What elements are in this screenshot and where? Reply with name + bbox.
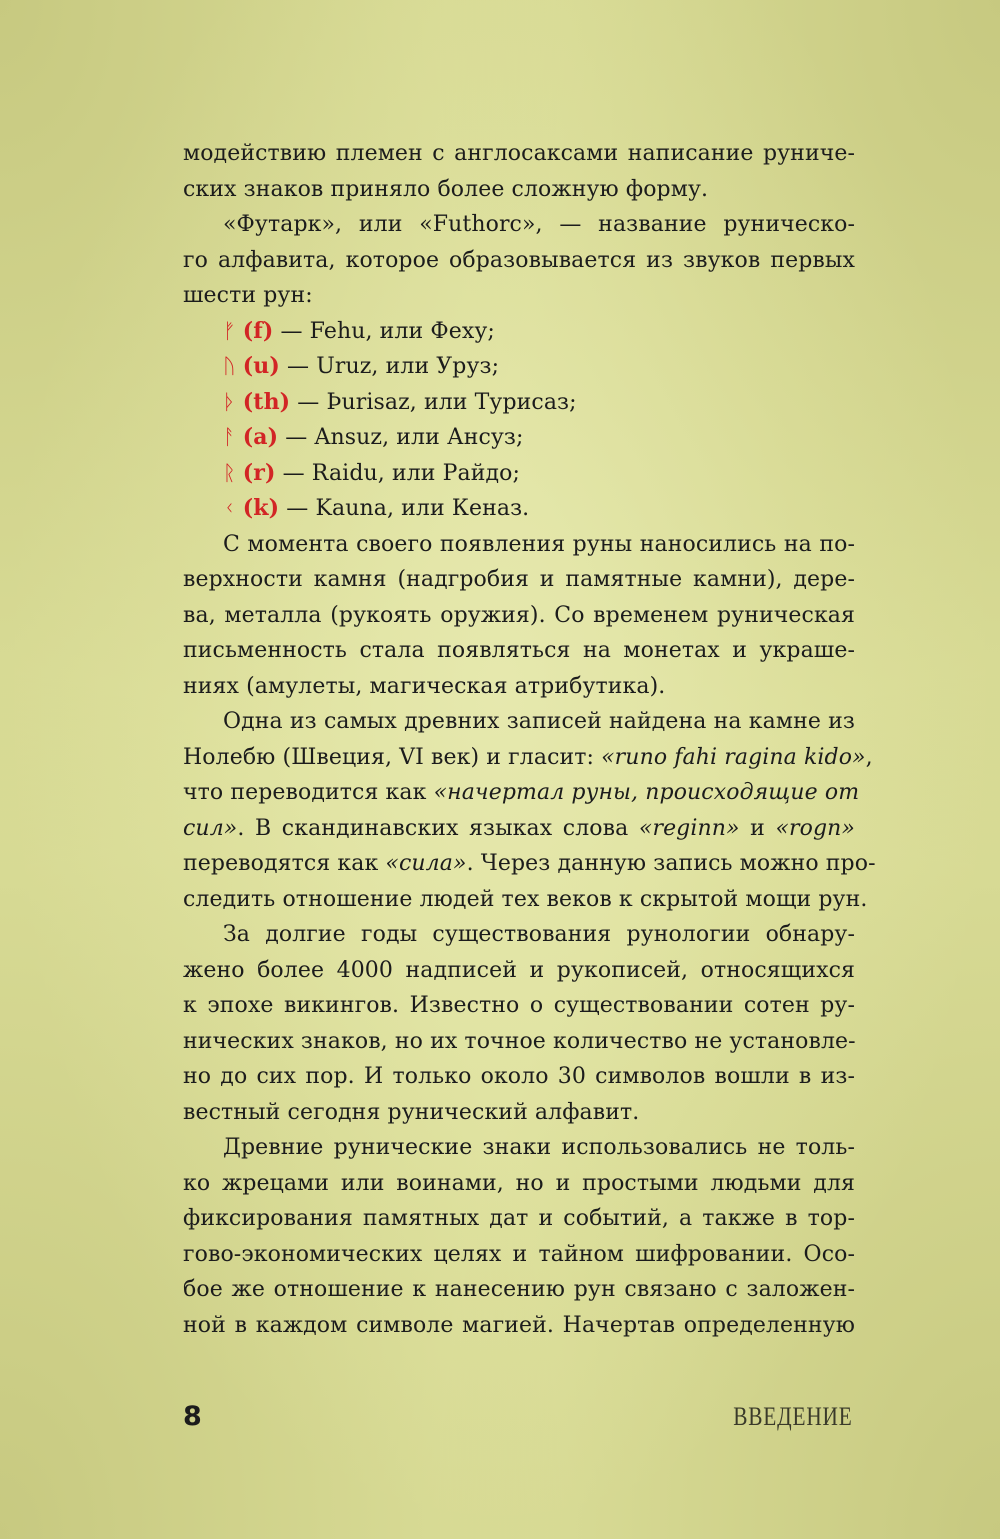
text-line: бое же отношение к нанесению рун связано с заложен- [183,1277,855,1302]
rune-thurisaz-icon: ᚦ [223,389,236,414]
text-line [183,811,855,847]
text-line: го алфавита, которое образовывается из звуков первых [183,247,855,273]
text-line: гово-экономических целях и тайном шифровании. Осо- [183,1241,855,1267]
text-line: ниях (амулеты, магическая атрибутика). [183,673,666,699]
rune-code: (f) [242,317,274,344]
text-run: . Через данную запись можно про- [466,851,876,876]
text-line: С момента своего появления руны наносились на по- [223,531,855,557]
text-line: нических знаков, но их точное количество не установле- [183,1028,856,1054]
text-line: ко жрецами или воинами, но и простыми людьми для [183,1170,855,1196]
text-line: шести рун: [183,283,313,308]
italic-quote: «runo fahi ragina kido» [601,744,866,770]
page-number: 8 [183,1401,202,1432]
body-text [183,136,876,1343]
rune-description: — Þurisaz, или Турисаз; [290,389,577,415]
rune-ansuz-icon: ᚨ [223,425,236,449]
text-line: «Футарк», или «Futhorc», — название руническо- [223,212,855,237]
rune-list-item-raidu [183,456,855,492]
text-line [183,846,876,882]
text-run: переводятся как [183,851,386,876]
rune-description: — Ansuz, или Ансуз; [278,425,524,450]
text-run: Нолебю (Швеция, VI век) и гласит: [183,744,602,770]
text-line: жено более 4000 надписей и рукописей, относящихся [183,957,855,983]
text-line: верхности камня (надгробия и памятные камни), дере- [183,567,855,592]
rune-list-item-ansuz [183,420,855,456]
text-line: следить отношение людей тех веков к скрытой мощи рун. [183,886,868,912]
italic-quote: «reginn» [638,815,740,841]
text-line [183,740,873,776]
rune-kauna-icon: ᚲ [223,496,236,520]
rune-description: — Kauna, или Кеназ. [279,496,530,521]
rune-raidu-icon: ᚱ [223,460,236,485]
rune-code: (u) [242,353,280,379]
italic-quote: «rogn» [775,815,855,841]
italic-quote: сил» [183,815,238,841]
rune-code: (th) [242,388,291,415]
rune-description: — Raidu, или Райдо; [275,460,521,486]
text-line: модействию племен с англосаксами написание руниче- [183,141,855,166]
text-line: письменность стала появляться на монетах и украше- [183,638,855,663]
text-line: ной в каждом символе магией. Начертав определенную [183,1312,855,1338]
rune-list-item-kauna [183,491,855,527]
text-line: ва, металла (рукоять оружия). Со временем руническая [183,602,855,628]
running-section-title: ВВЕДЕНИЕ [733,1402,853,1431]
rune-description: — Fehu, или Феху; [273,318,495,344]
text-line [183,775,860,811]
text-line: вестный сегодня рунический алфавит. [183,1099,640,1125]
text-run: , [865,744,873,770]
rune-description: — Uruz, или Уруз; [279,354,500,379]
rune-list-item-thurisaz [183,385,855,421]
italic-quote: «сила» [385,851,467,876]
rune-list-item-fehu [183,314,855,350]
text-line: За долгие годы существования рунологии обнару- [223,922,855,947]
rune-code: (r) [242,459,276,486]
rune-fehu-icon: ᚠ [223,318,236,343]
text-line: Древние рунические знаки использовались не толь- [223,1135,855,1160]
rune-uruz-icon: ᚢ [223,354,236,378]
text-line: фиксирования памятных дат и событий, а также в тор- [183,1206,855,1231]
rune-code: (k) [242,495,280,521]
text-run: что переводится как [183,780,434,805]
text-line: Одна из самых древних записей найдена на камне из [223,709,855,734]
text-run: . В скандинавских языках слова [237,815,639,841]
rune-list-item-uruz [183,349,855,385]
text-line: к эпохе викингов. Известно о существовании сотен ру- [183,993,855,1018]
text-line: ских знаков приняло более сложную форму. [183,176,709,202]
rune-code: (a) [242,424,279,450]
text-line: но до сих пор. И только около 30 символов вошли в из- [183,1064,855,1089]
text-run: и [739,815,776,841]
italic-quote: «начертал руны, происходящие от [433,780,860,805]
